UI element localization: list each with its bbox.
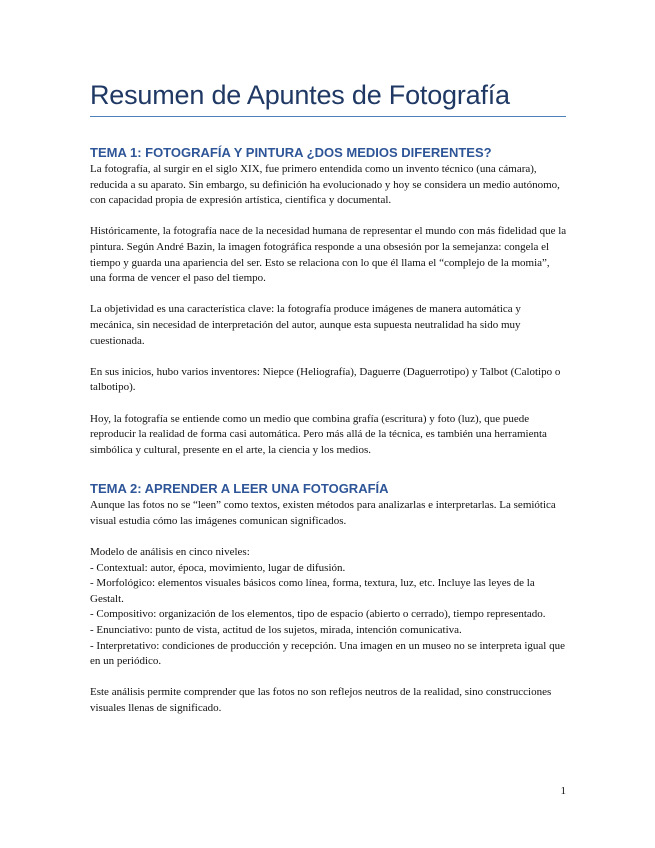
level-item: - Morfológico: elementos visuales básicos como línea, forma, textura, luz, etc. Incluye las leyes de la Gestalt. — [90, 577, 535, 605]
paragraph: En sus inicios, hubo varios inventores: Niepce (Heliografía), Daguerre (Daguerrotipo) y Talbot (Calotipo o talbotipo). — [90, 365, 561, 394]
paragraph: Hoy, la fotografía se entiende como un medio que combina grafía (escritura) y foto (luz), que puede reproducir la realidad de forma casi automática. Pero más allá de la técnica, es también una herramienta simbólica y cultural, presente en el arte, la ciencia y los medios. — [90, 412, 547, 456]
level-item: - Contextual: autor, época, movimiento, lugar de difusión. — [90, 561, 346, 574]
model-title: Modelo de análisis en cinco niveles: — [90, 546, 250, 559]
title-underline — [90, 116, 566, 117]
level-item: - Interpretativo: condiciones de producción y recepción. Una imagen en un museo no se interpreta igual que en un periódico. — [90, 639, 565, 668]
section-tema-1 — [90, 144, 567, 458]
paragraph: La objetividad es una característica clave: la fotografía produce imágenes de manera automática y mecánica, sin necesidad de interpretación del autor, aunque esta supuesta neutralidad ha sido muy cuestionada. — [90, 303, 521, 347]
paragraph: Históricamente, la fotografía nace de la necesidad humana de representar el mundo con más fidelidad que la pintura. Según André Bazin, la imagen fotográfica responde a una obsesión por la semejanza: congela el tiempo y guarda una apariencia del ser. Esto se relaciona con lo que él llama el “complejo de la momia”, una forma de vencer el paso del tiempo. — [90, 225, 567, 285]
paragraph: La fotografía, al surgir en el siglo XIX, fue primero entendida como un invento técnico (una cámara), reducida a su aparato. Sin embargo, su definición ha evolucionado y hoy se considera un medio autónomo, con capacidad propia de expresión artística, científica y documental. — [90, 163, 560, 207]
document-title: Resumen de Apuntes de Fotografía — [90, 80, 510, 110]
conclusion-paragraph: Este análisis permite comprender que las fotos no son reflejos neutros de la realidad, sino construcciones visuales llenas de significado. — [90, 686, 552, 714]
section-heading: TEMA 2: APRENDER A LEER UNA FOTOGRAFÍA — [90, 481, 389, 497]
level-item: - Compositivo: organización de los elementos, tipo de espacio (abierto o cerrado), tiempo representado. — [90, 608, 546, 621]
level-item: - Enunciativo: punto de vista, actitud de los sujetos, mirada, intención comunicativa. — [90, 624, 462, 637]
section-heading: TEMA 1: FOTOGRAFÍA Y PINTURA ¿DOS MEDIOS DIFERENTES? — [90, 145, 492, 160]
page-number: 1 — [560, 785, 566, 797]
section-tema-2 — [90, 480, 567, 716]
intro-paragraph: Aunque las fotos no se “leen” como textos, existen métodos para analizarlas e interpretarlas. La semiótica visual estudia cómo las imágenes comunican significados. — [90, 499, 556, 527]
